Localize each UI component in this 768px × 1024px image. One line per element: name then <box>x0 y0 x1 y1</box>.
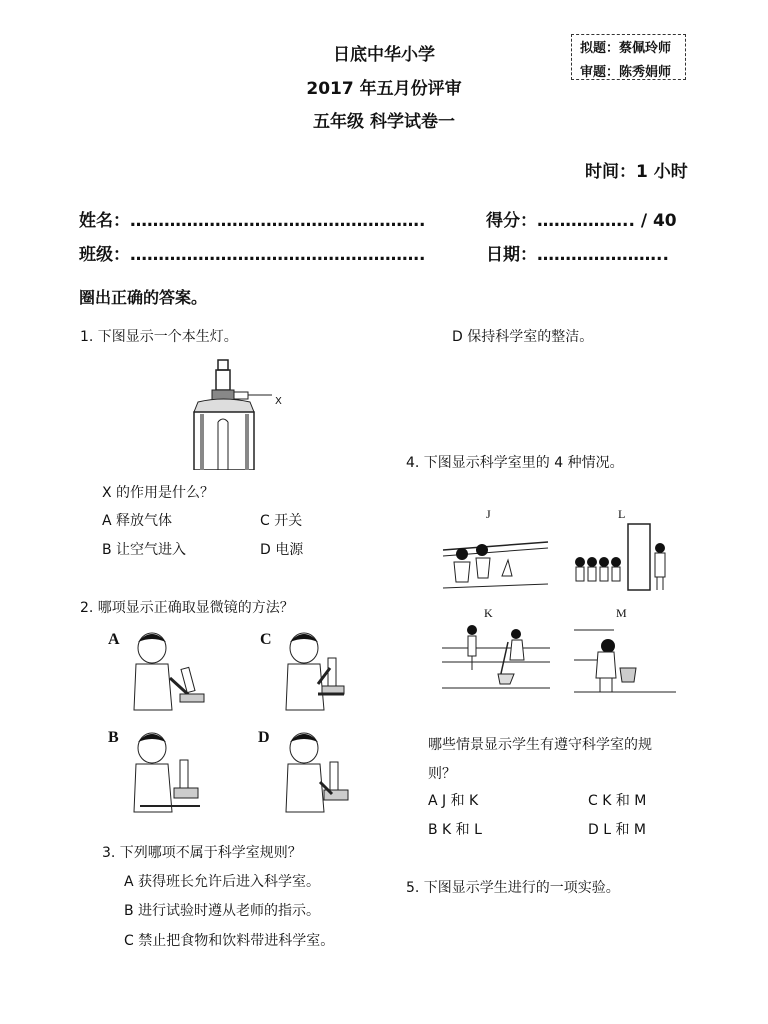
q4-question-line2: 则？ <box>428 766 456 782</box>
time-allowed: 时间：1 小时 <box>585 162 688 182</box>
q2-label-a: A <box>108 631 120 648</box>
lab-scene-k <box>438 618 553 692</box>
bunsen-burner-figure <box>160 352 290 470</box>
instruction: 圈出正确的答案。 <box>79 288 208 307</box>
q1-option-c: C 开关 <box>260 513 303 529</box>
q2-label-d: D <box>258 729 270 746</box>
q4-stem: 4. 下图显示科学室里的 4 种情况。 <box>406 455 624 471</box>
exam-title: 2017 年五月份评审 <box>306 79 462 99</box>
setter-line: 拟题：蔡佩玲师 <box>580 41 672 56</box>
q3-stem: 3. 下列哪项不属于科学室规则？ <box>102 845 302 861</box>
checker-line: 审题：陈秀娟师 <box>580 65 672 80</box>
q4-option-c: C K 和 M <box>588 793 647 809</box>
microscope-figure-c <box>272 628 382 718</box>
paper-title: 五年级 科学试卷一 <box>313 112 455 132</box>
setter-box <box>571 34 686 80</box>
q3-option-d: D 保持科学室的整洁。 <box>452 329 594 345</box>
microscope-figure-b <box>120 728 230 820</box>
q5-stem: 5. 下图显示学生进行的一项实验。 <box>406 880 620 896</box>
q1-question: X 的作用是什么？ <box>102 485 215 501</box>
q4-option-d: D L 和 M <box>588 822 647 838</box>
q1-option-a: A 释放气体 <box>102 513 173 529</box>
microscope-figure-d <box>272 728 382 820</box>
q2-stem: 2. 哪项显示正确取显微镜的方法？ <box>80 600 294 616</box>
q3-option-c: C 禁止把食物和饮料带进科学室。 <box>124 933 335 949</box>
lab-scene-j <box>438 520 553 592</box>
class-field: 班级：……………………………………………. <box>79 245 426 265</box>
q1-stem: 1. 下图显示一个本生灯。 <box>80 329 238 345</box>
date-field: 日期：………………….. <box>486 245 669 265</box>
score-field: 得分：…………….. / 40 <box>486 211 677 231</box>
figure-label-x: X <box>275 396 282 407</box>
microscope-figure-a <box>120 628 230 718</box>
q1-option-d: D 电源 <box>260 542 304 558</box>
q4-label-k: K <box>484 606 493 620</box>
q2-label-c: C <box>260 631 272 648</box>
q1-option-b: B 让空气进入 <box>102 542 187 558</box>
q4-option-b: B K 和 L <box>428 822 482 838</box>
school-name: 日底中华小学 <box>333 45 435 65</box>
q4-label-j: J <box>486 507 491 521</box>
q3-option-b: B 进行试验时遵从老师的指示。 <box>124 903 321 919</box>
name-field: 姓名：……………………………………………. <box>79 211 426 231</box>
q4-question-line1: 哪些情景显示学生有遵守科学室的规 <box>428 737 652 753</box>
q4-label-m: M <box>616 606 627 620</box>
q4-label-l: L <box>618 507 626 521</box>
lab-scene-m <box>570 620 680 694</box>
q2-label-b: B <box>108 729 119 746</box>
q4-option-a: A J 和 K <box>428 793 479 809</box>
q3-option-a: A 获得班长允许后进入科学室。 <box>124 874 321 890</box>
lab-scene-l <box>570 520 680 594</box>
